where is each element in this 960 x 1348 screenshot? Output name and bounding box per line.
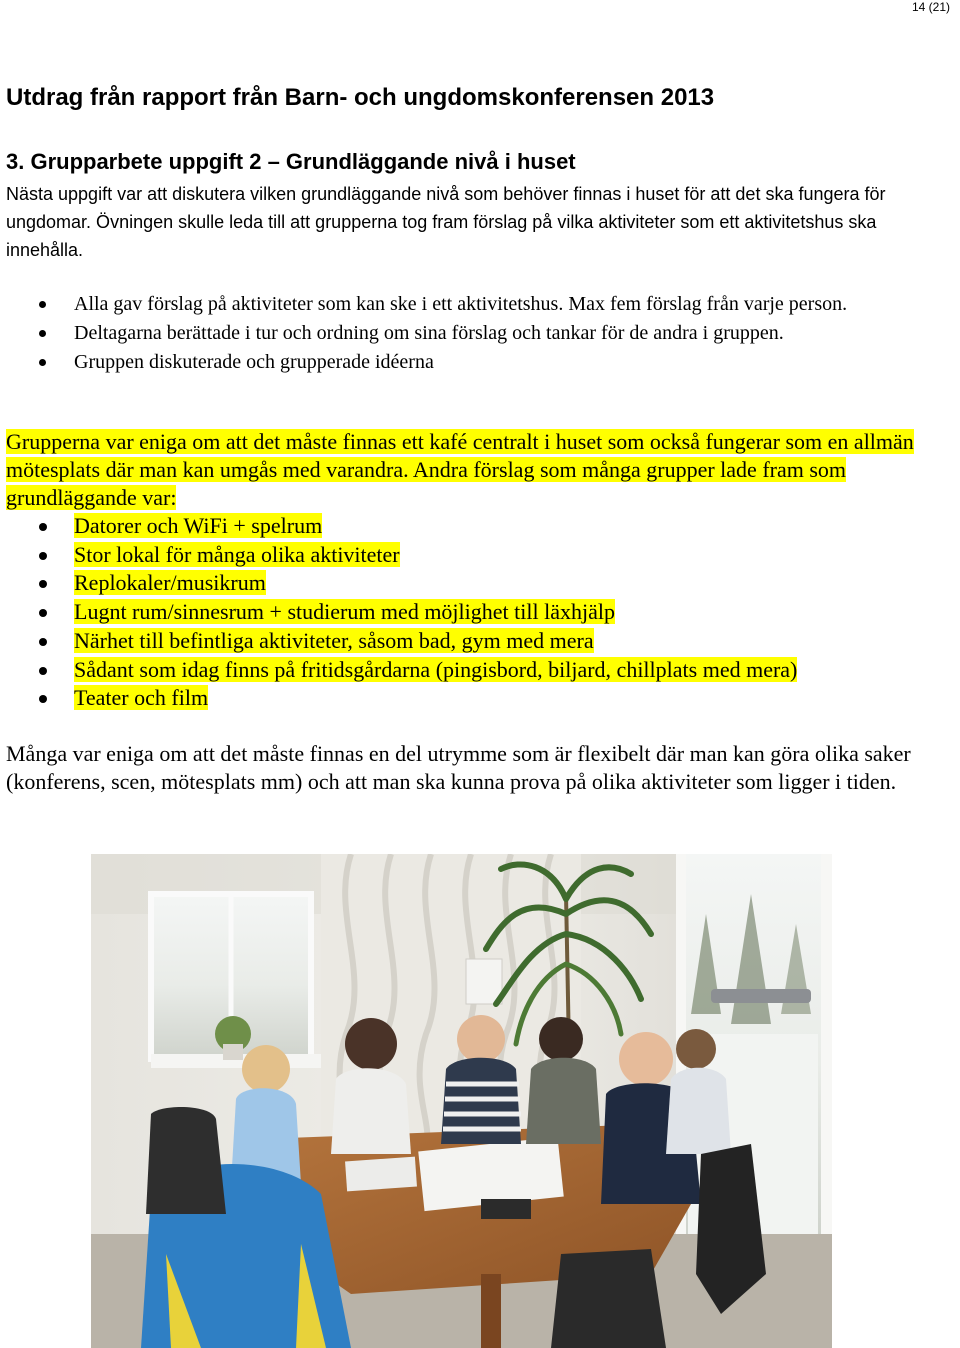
list-item <box>6 541 946 570</box>
list-item <box>6 627 946 656</box>
list-item: Deltagarna berättade i tur och ordning om sina förslag och tankar för de andra i gruppen. <box>6 319 946 348</box>
highlighted-text: Grupperna var eniga om att det måste finnas ett kafé centralt i huset som också fungerar som en allmän mötesplats där man kan umgås med varandra. Andra förslag som många grupper lade fram som grundläggande var: <box>6 429 914 510</box>
steps-list <box>6 290 946 377</box>
section-title: 3. Grupparbete uppgift 2 – Grundläggande nivå i huset <box>6 149 576 174</box>
list-item <box>6 569 946 598</box>
highlighted-text: Närhet till befintliga aktiviteter, såsom bad, gym med mera <box>74 627 594 653</box>
suggestions-list <box>6 512 946 713</box>
document-heading: Utdrag från rapport från Barn- och ungdomskonferensen 2013 <box>6 84 715 111</box>
highlighted-text: Lugnt rum/sinnesrum + studierum med möjlighet till läxhjälp <box>74 599 615 625</box>
result-paragraph <box>6 428 951 512</box>
closing-paragraph: Många var eniga om att det måste finnas en del utrymme som är flexibelt där man kan göra olika saker (konferens, scen, mötesplats mm) och att man ska kunna prova på olika aktiviteter som ligger i tiden. <box>6 741 911 794</box>
section-intro: Nästa uppgift var att diskutera vilken grundläggande nivå som behöver finnas i huset för att det ska fungera för ungdomar. Övningen skulle leda till att grupperna tog fram förslag på vilka aktiviteter som ett aktivitetshus ska innehålla. <box>6 184 886 260</box>
list-item: Gruppen diskuterade och grupperade idéerna <box>6 348 946 377</box>
highlighted-text: Datorer och WiFi + spelrum <box>74 513 323 538</box>
list-item <box>6 656 946 685</box>
meeting-photo <box>91 854 832 1348</box>
list-item <box>6 598 946 627</box>
highlighted-text: Sådant som idag finns på fritidsgårdarna (pingisbord, biljard, chillplats med mera) <box>74 656 798 682</box>
list-item <box>6 684 946 713</box>
list-item: Alla gav förslag på aktiviteter som kan ske i ett aktivitetshus. Max fem förslag från varje person. <box>6 290 946 319</box>
list-item <box>6 512 946 541</box>
page-number: 14 (21) <box>911 0 950 14</box>
highlighted-text: Stor lokal för många olika aktiviteter <box>74 541 400 567</box>
highlighted-text: Teater och film <box>74 685 209 711</box>
highlighted-text: Replokaler/musikrum <box>74 570 266 596</box>
